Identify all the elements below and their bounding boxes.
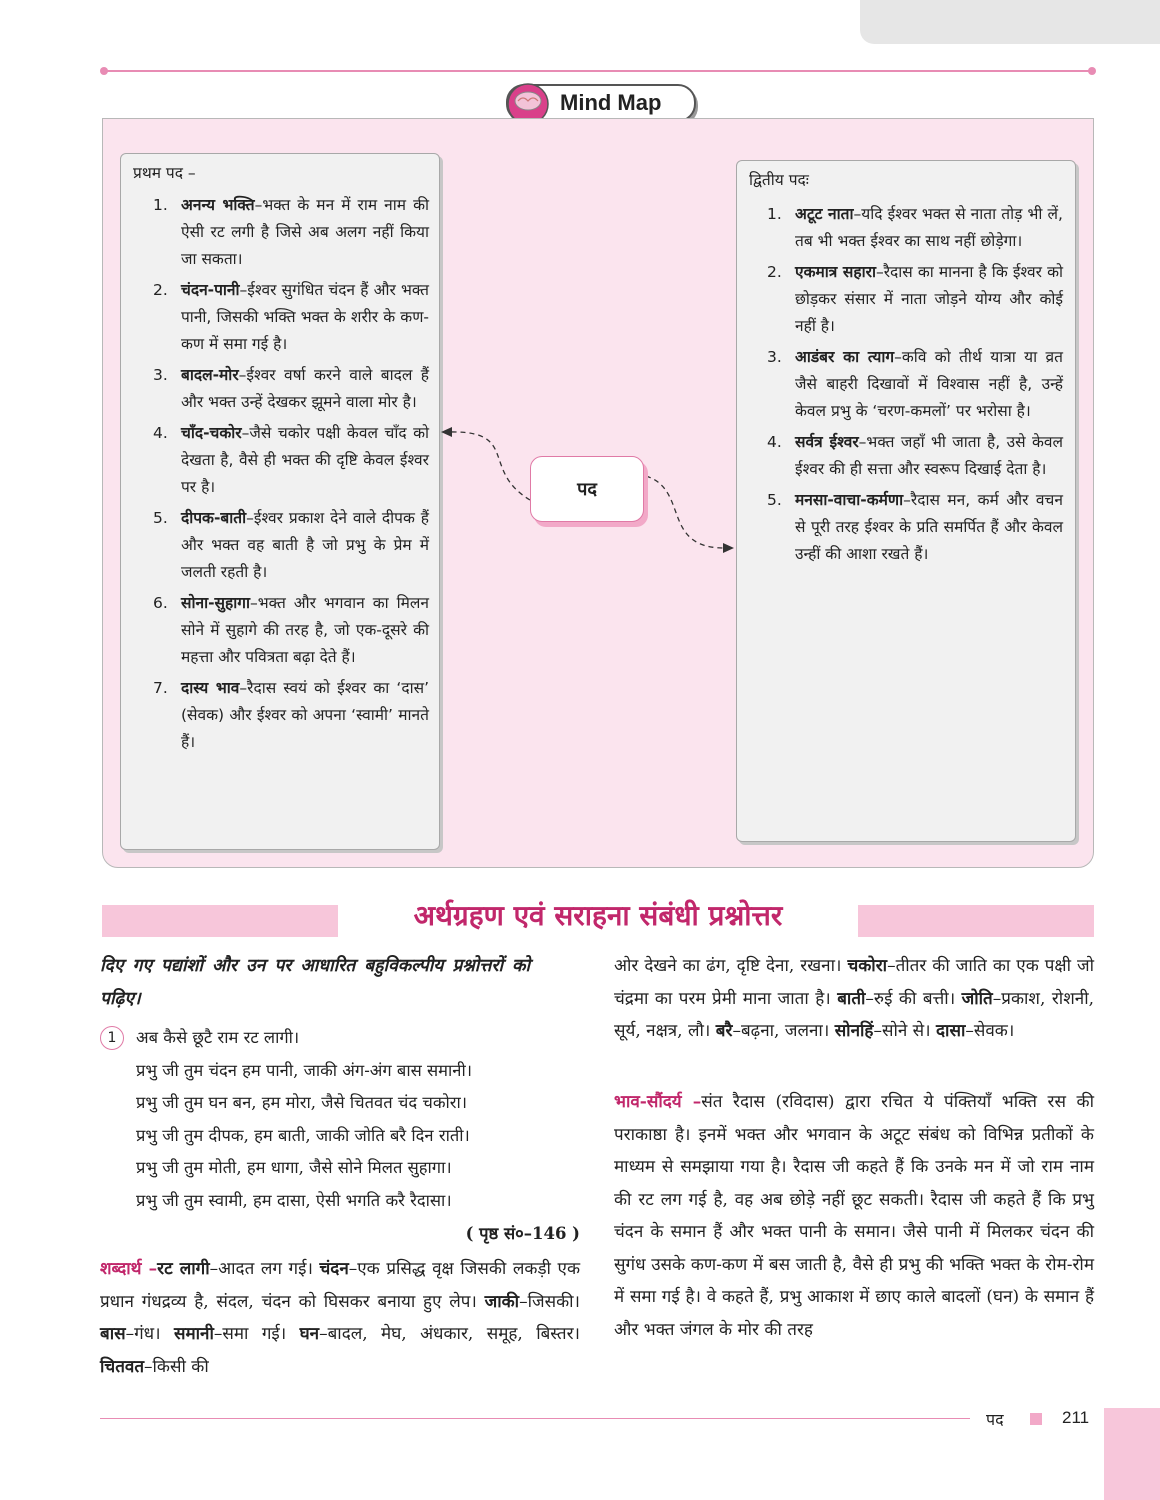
word-term: जोति	[961, 988, 993, 1009]
poem-lines	[100, 1022, 580, 1218]
item-number: 4.	[153, 424, 168, 442]
item-heading: मनसा-वाचा-कर्मणा	[795, 491, 904, 509]
item-text: –भक्त के मन में राम नाम की ऐसी रट लगी है जिसे अब अलग नहीं किया जा सकता।	[181, 196, 429, 268]
word-term: चितवत	[100, 1356, 145, 1377]
item-heading: बादल-मोर	[181, 366, 239, 384]
word-term: रट लागी	[157, 1259, 210, 1279]
word-meaning: –किसी की	[144, 1356, 209, 1377]
item-heading: चंदन-पानी	[181, 281, 240, 299]
poem-line: प्रभु जी तुम चंदन हम पानी, जाकी अंग-अंग बास समानी।	[136, 1060, 472, 1080]
page-reference: ( पृष्ठ सं०–146 )	[465, 1223, 580, 1243]
word-term: बास	[100, 1324, 126, 1344]
word-term: बरै	[715, 1021, 733, 1041]
word-meaning: –गंध।	[125, 1324, 174, 1344]
mind-map-label: Mind Map	[560, 90, 662, 115]
shabdarth-right	[614, 950, 1094, 1048]
word-meaning: –एक प्रसिद्ध वृक्ष जिसकी लकड़ी एक प्रधान गंधद्रव्य है, संदल, चंदन को घिसकर बनाया हुए लेप।	[100, 1259, 581, 1312]
item-text: –जैसे चकोर पक्षी केवल चाँद को देखता है, वैसे ही भक्त की दृष्टि केवल ईश्वर पर है।	[181, 424, 429, 496]
word-meaning: –समा गई।	[213, 1324, 300, 1344]
corner-tab-bottom	[1104, 1408, 1160, 1500]
shabdarth-label: शब्दार्थ –	[100, 1259, 158, 1279]
word-meaning: –प्रकाश, रोशनी, सूर्य, नक्षत्र, लौ।	[614, 988, 1094, 1041]
item-heading: अटूट नाता	[795, 205, 854, 223]
center-node-pad: पद	[530, 456, 644, 522]
word-term: चकोरा	[847, 956, 888, 976]
poem-line: प्रभु जी तुम घन बन, हम मोरा, जैसे चितवत चंद चकोरा।	[136, 1093, 468, 1113]
word-meaning: –बादल, मेघ, अंधकार, समूह, बिस्तर।	[319, 1324, 581, 1344]
item-text: –भक्त और भगवान का मिलन सोने में सुहागे की तरह है, जो एक-दूसरे की महत्ता और पवित्रता बढ़ा देते हैं।	[181, 594, 429, 666]
page-number: 211	[1062, 1408, 1090, 1427]
item-heading: आडंबर का त्याग	[795, 348, 895, 366]
first-pad-title: प्रथम पद –	[133, 164, 196, 182]
item-heading: सर्वत्र ईश्वर	[795, 433, 859, 451]
item-text: –ईश्वर वर्षा करने वाले बादल हैं और भक्त उन्हें देखकर झूमने वाला मोर है।	[181, 366, 429, 411]
item-text: –ईश्वर प्रकाश देने वाले दीपक हैं और भक्त वह बाती है जो प्रभु के प्रेम में जलती रहती है।	[181, 509, 429, 581]
footer-chapter-label: पद	[986, 1410, 1004, 1429]
item-number: 7.	[153, 679, 168, 697]
second-pad-title: द्वितीय पदः	[749, 171, 809, 189]
item-number: 1.	[153, 196, 168, 214]
word-term: समानी	[173, 1324, 214, 1344]
shabdarth-right-lead: ओर देखने का ढंग, दृष्टि देना, रखना।	[614, 956, 848, 976]
item-text: –रैदास मन, कर्म और वचन से पूरी तरह ईश्वर के प्रति समर्पित हैं और केवल उन्हीं की आशा रखते हैं।	[795, 491, 1063, 563]
word-meaning: –तीतर की जाति का एक पक्षी जो चंद्रमा का परम प्रेमी माना जाता है।	[614, 956, 1094, 1009]
item-text: –रैदास का मानना है कि ईश्वर को छोड़कर संसार में नाता जोड़ने योग्य और कोई नहीं है।	[795, 263, 1063, 335]
item-number: 2.	[153, 281, 168, 299]
word-meaning: –सेवक।	[965, 1021, 1015, 1041]
poem-line: प्रभु जी तुम मोती, हम धागा, जैसे सोने मिलत सुहागा।	[136, 1158, 452, 1178]
item-heading: अनन्य भक्ति	[181, 196, 255, 214]
word-term: दासा	[936, 1021, 966, 1041]
section-band-left	[102, 905, 338, 937]
word-meaning: –जिसकी।	[519, 1291, 580, 1312]
item-text: –ईश्वर सुगंधित चंदन हैं और भक्त पानी, जिसकी भक्ति भक्त के शरीर के कण-कण में समा गई है।	[181, 281, 429, 353]
bhav-label: भाव-सौंदर्य –	[614, 1092, 702, 1112]
item-number: 3.	[153, 366, 168, 384]
shabdarth-left	[100, 1253, 580, 1383]
item-heading: एकमात्र सहारा	[795, 263, 876, 281]
word-term: घन	[299, 1324, 320, 1344]
item-number: 6.	[153, 594, 168, 612]
item-number: 5.	[767, 491, 782, 509]
item-number: 1.	[767, 205, 782, 223]
section-band-right	[858, 905, 1094, 937]
poem-line: प्रभु जी तुम दीपक, हम बाती, जाकी जोति बरै दिन राती।	[136, 1125, 470, 1145]
word-meaning: –आदत लग गई।	[209, 1259, 320, 1279]
section-heading: अर्थग्रहण एवं सराहना संबंधी प्रश्नोत्तर	[413, 899, 783, 932]
item-text: –कवि को तीर्थ यात्रा या व्रत जैसे बाहरी दिखावों में विश्वास नहीं है, उन्हें केवल प्रभु के ‘चरण-कमलों’ पर भरोसा है।	[795, 348, 1063, 420]
item-heading: सोना-सुहागा	[181, 594, 251, 612]
item-number: 5.	[153, 509, 168, 527]
word-term: चंदन	[319, 1259, 349, 1279]
item-heading: दास्य भाव	[181, 679, 240, 697]
bhav-saundarya	[614, 1086, 1094, 1346]
word-meaning: –रुई की बत्ती।	[865, 988, 962, 1009]
footer-square	[1030, 1413, 1042, 1425]
item-text: –यदि ईश्वर भक्त से नाता तोड़ भी लें, तब भी भक्त ईश्वर का साथ नहीं छोड़ेगा।	[795, 205, 1063, 250]
poem-line: प्रभु जी तुम स्वामी, हम दासा, ऐसी भगति करै रैदासा।	[136, 1190, 452, 1210]
item-number: 3.	[767, 348, 782, 366]
item-number: 2.	[767, 263, 782, 281]
word-meaning: –बढ़ना, जलना।	[732, 1021, 835, 1041]
bottom-divider	[100, 1418, 970, 1419]
item-text: –रैदास स्वयं को ईश्वर का ‘दास’ (सेवक) और ईश्वर को अपना ‘स्वामी’ मानते हैं।	[181, 679, 429, 751]
poem-block	[100, 1022, 580, 1250]
item-number: 4.	[767, 433, 782, 451]
word-term: बाती	[837, 988, 866, 1009]
instruction-text: दिए गए पद्यांशों और उन पर आधारित बहुविकल्पीय प्रश्नोत्तरों को पढ़िए।	[100, 956, 530, 1009]
item-heading: दीपक-बाती	[181, 509, 247, 527]
word-term: जाकी	[484, 1291, 520, 1312]
word-term: सोनहिं	[834, 1021, 874, 1041]
bhav-text: संत रैदास (रविदास) द्वारा रचित ये पंक्तियाँ भक्ति रस की पराकाष्ठा है। इनमें भक्त और भगवान के अटूट संबंध को विभिन्न प्रतीकों के माध्यम से समझाया गया है। रैदास जी कहते हैं कि उनके मन में जो राम नाम की रट लग गई है, वह अब छोड़े नहीं छूट सकती। रैदास जी कहते हैं कि प्रभु चंदन के समान हैं और भक्त पानी के समान। जैसे पानी में मिलकर चंदन की सुगंध उसके कण-कण में बस जाती है, वैसे ही प्रभु की भक्ति भक्त के रोम-रोम में समा गई है। वे कहते हैं, प्रभु आकाश में छाए काले बादलों (घन) के समान हैं और भक्त जंगल के मोर की तरह	[614, 1092, 1094, 1340]
item-heading: चाँद-चकोर	[181, 424, 242, 442]
item-text: –भक्त जहाँ भी जाता है, उसे केवल ईश्वर की ही सत्ता और स्वरूप दिखाई देता है।	[795, 433, 1063, 478]
word-meaning: –सोने से।	[873, 1021, 937, 1041]
poem-line: अब कैसे छूटै राम रट लागी।	[136, 1028, 300, 1047]
question-number: 1	[100, 1026, 124, 1050]
